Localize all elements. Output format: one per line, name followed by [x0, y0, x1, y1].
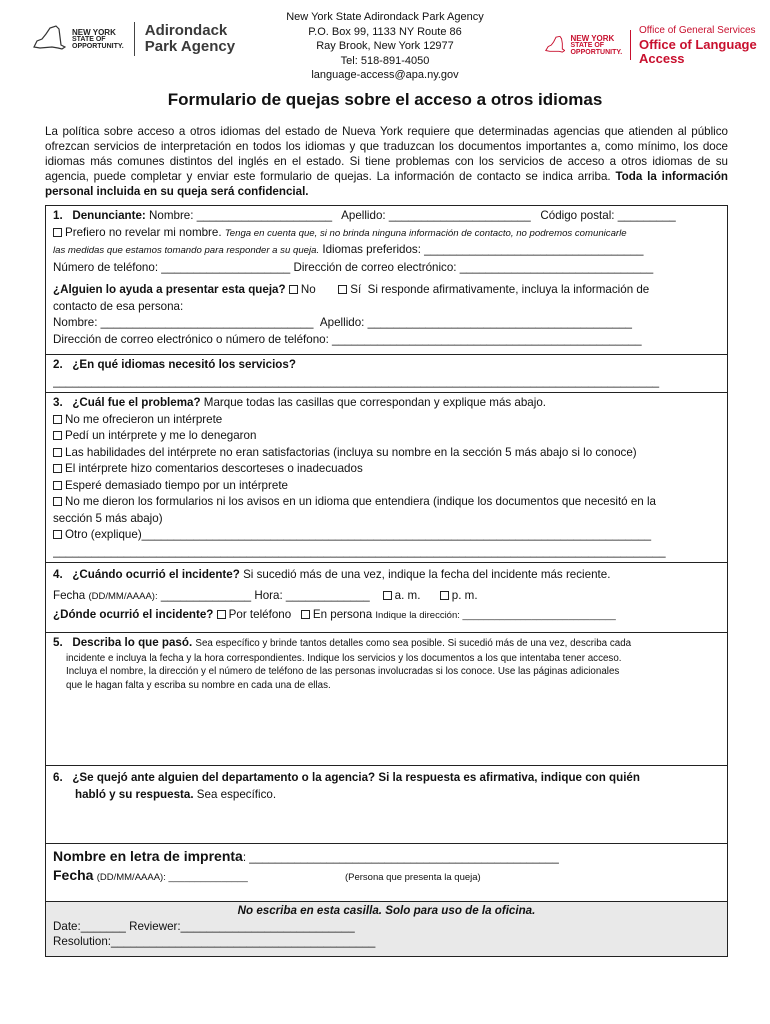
section-2-languages: 2. ¿En qué idiomas necesitó los servicios? ______________________________________________________________________________________________ [46, 355, 727, 393]
zip-code-field[interactable]: Código postal: _________ [540, 209, 676, 222]
problem-option-checkbox[interactable] [53, 464, 62, 473]
other-explain-line[interactable]: _______________________________________________________________________________________________ [53, 544, 666, 558]
ogs-logo [545, 24, 770, 66]
agency-address: New York State Adirondack Park Agency P.O. Box 99, 1133 NY Route 86 Ray Brook, New York 12977 Tel: 518-891-4050 language-access@apa.ny.gov [286, 11, 484, 81]
page-title: Formulario de quejas sobre el acceso a otros idiomas [167, 90, 603, 109]
apa-wordmark: Adirondack Park Agency [144, 22, 236, 55]
section-5-description[interactable]: 5. Describa lo que pasó. Sea específico y brinde tantos detalles como sea posible. Si sucedió más de una vez, describa cada incidente e incluya la fecha y la hora correspondientes. Indique los servicios y los documentos a los que intentaba tener acceso. Incluya el nombre, la dirección y el número de teléfono de las personas involucradas si los conoce. Use las páginas adicionales que le hagan falta y escriba su nombre en cada una de ellas. [46, 632, 727, 766]
ny-wordmark: NEW YORK STATE OF OPPORTUNITY. [72, 27, 124, 50]
helper-contact-field[interactable]: Dirección de correo electrónico o número de teléfono: ________________________________________________ [53, 332, 642, 346]
email-field[interactable]: Dirección de correo electrónico: ______________________________ [293, 260, 654, 274]
complaint-form [45, 205, 728, 957]
print-name-field[interactable]: : ________________________________________________ [242, 851, 559, 864]
problem-option-checkbox[interactable] [53, 431, 62, 440]
first-name-field[interactable]: Nombre: _____________________ [149, 209, 333, 222]
in-person-checkbox[interactable] [301, 610, 310, 619]
section-1-complainant: 1. Denunciante: Nombre: _____________________ Apellido: ______________________ Código postal: _________ Prefiero no revelar mi nombre. Tenga en cuenta que, si no brinda ninguna información de contacto, no podremos comunicarle las medidas que estamos tomando para responder a su queja. Idiomas preferidos: __________________________________ Número de teléfono: ____________________ Dirección de correo electrónico: ______________________________ ¿Alguien lo ayuda a presentar esta queja? No Sí Si responde afirmativamente, incluya la información de contacto de esa persona: Nombre: _________________________________ Apellido: _________________________________________ Dirección de correo electrónico o número de teléfono: ________________________________________________ [46, 206, 727, 355]
logo-divider-red [630, 30, 631, 60]
phone-field[interactable]: Número de teléfono: ____________________ [53, 260, 291, 274]
problem-option-checkbox[interactable] [53, 481, 62, 490]
section-6-reported[interactable]: 6. ¿Se quejó ante alguien del departamento o la agencia? Si la respuesta es afirmativa, indique con quién habló y su respuesta. Sea específico. [46, 766, 727, 844]
preferred-languages-field[interactable]: Idiomas preferidos: __________________________________ [322, 243, 644, 256]
problem-option-checkbox[interactable] [53, 497, 62, 506]
incident-date-field[interactable]: ______________ [160, 588, 252, 602]
signature-date-field[interactable]: (DD/MM/AAAA): _______________ [96, 871, 248, 883]
helper-last-name-field[interactable]: Apellido: _________________________________________ [319, 316, 632, 329]
anonymous-checkbox[interactable] [53, 228, 62, 237]
helper-yes-checkbox[interactable] [338, 285, 347, 294]
other-explain-field[interactable]: Otro (explique)_______________________________________________________________________________ [65, 528, 652, 541]
office-use-box: No escriba en esta casilla. Solo para uso de la oficina. Date:_______ Reviewer:___________________________ Resolution:_________________________________________ [46, 902, 727, 956]
ny-state-outline-red-icon [545, 33, 565, 57]
helper-first-name-field[interactable]: Nombre: _________________________________ [53, 316, 314, 329]
problem-option-checkbox[interactable] [53, 448, 62, 457]
ogs-wordmark: Office of General Services Office of Language Access [638, 25, 757, 66]
helper-no-checkbox[interactable] [289, 285, 298, 294]
am-checkbox[interactable] [383, 591, 392, 600]
page-header [0, 0, 770, 86]
other-checkbox[interactable] [53, 530, 62, 539]
incident-time-field[interactable]: Hora: _____________ [254, 588, 370, 602]
section-3-problem: 3. ¿Cuál fue el problema? Marque todas las casillas que correspondan y explique más abajo. No me ofrecieron un intérprete Pedí un intérprete y me lo denegaron Las habilidades del intérprete no eran satisfactorias (incluya su nombre en la sección 5 más abajo si lo conoce) El intérprete hizo comentarios descorteses o inadecuados Esperé demasiado tiempo por un intérprete No me dieron los formularios ni los avisos en un idioma que entendiera (indique los documentos que necesitó en la sección 5 más abajo) Otro (explique)_______________________________________________________________________________ _______________________________________________________________________________________________ [46, 393, 727, 563]
pm-checkbox[interactable] [440, 591, 449, 600]
signature-block: Nombre en letra de imprenta: ________________________________________________ Fecha (DD/MM/AAAA): _______________ (Persona que presenta la queja) [46, 844, 727, 902]
languages-line[interactable]: ______________________________________________________________________________________________ [53, 374, 660, 388]
by-phone-checkbox[interactable] [217, 610, 226, 619]
problem-option-checkbox[interactable] [53, 415, 62, 424]
incident-address-field[interactable]: Indique la dirección: _____________________________ [375, 610, 616, 621]
section-4-when: 4. ¿Cuándo ocurrió el incidente? Si sucedió más de una vez, indique la fecha del incidente más reciente. Fecha (DD/MM/AAAA): ______________ Hora: _____________ a. m. p. m. ¿Dónde ocurrió el incidente? Por teléfono En persona Indique la dirección: _____________________________ [53, 568, 616, 621]
ny-wordmark-red: NEW YORK STATE OF OPPORTUNITY. [570, 33, 623, 56]
intro-paragraph: La política sobre acceso a otros idiomas del estado de Nueva York requiere que determinadas agencias que atienden al público ofrezcan servicios de interpretación en todos los idiomas y que traduzcan los documentos importantes a, como mínimo, los doce idiomas más comunes distintos del inglés en el estado. Si tiene problemas con los servicios de acceso a otros idiomas de su agencia, puede completar y enviar este formulario de quejas. La información de contacto se indica arriba. Toda la información personal incluida en su queja será confidencial. [45, 125, 728, 198]
last-name-field[interactable]: Apellido: ______________________ [341, 209, 531, 222]
